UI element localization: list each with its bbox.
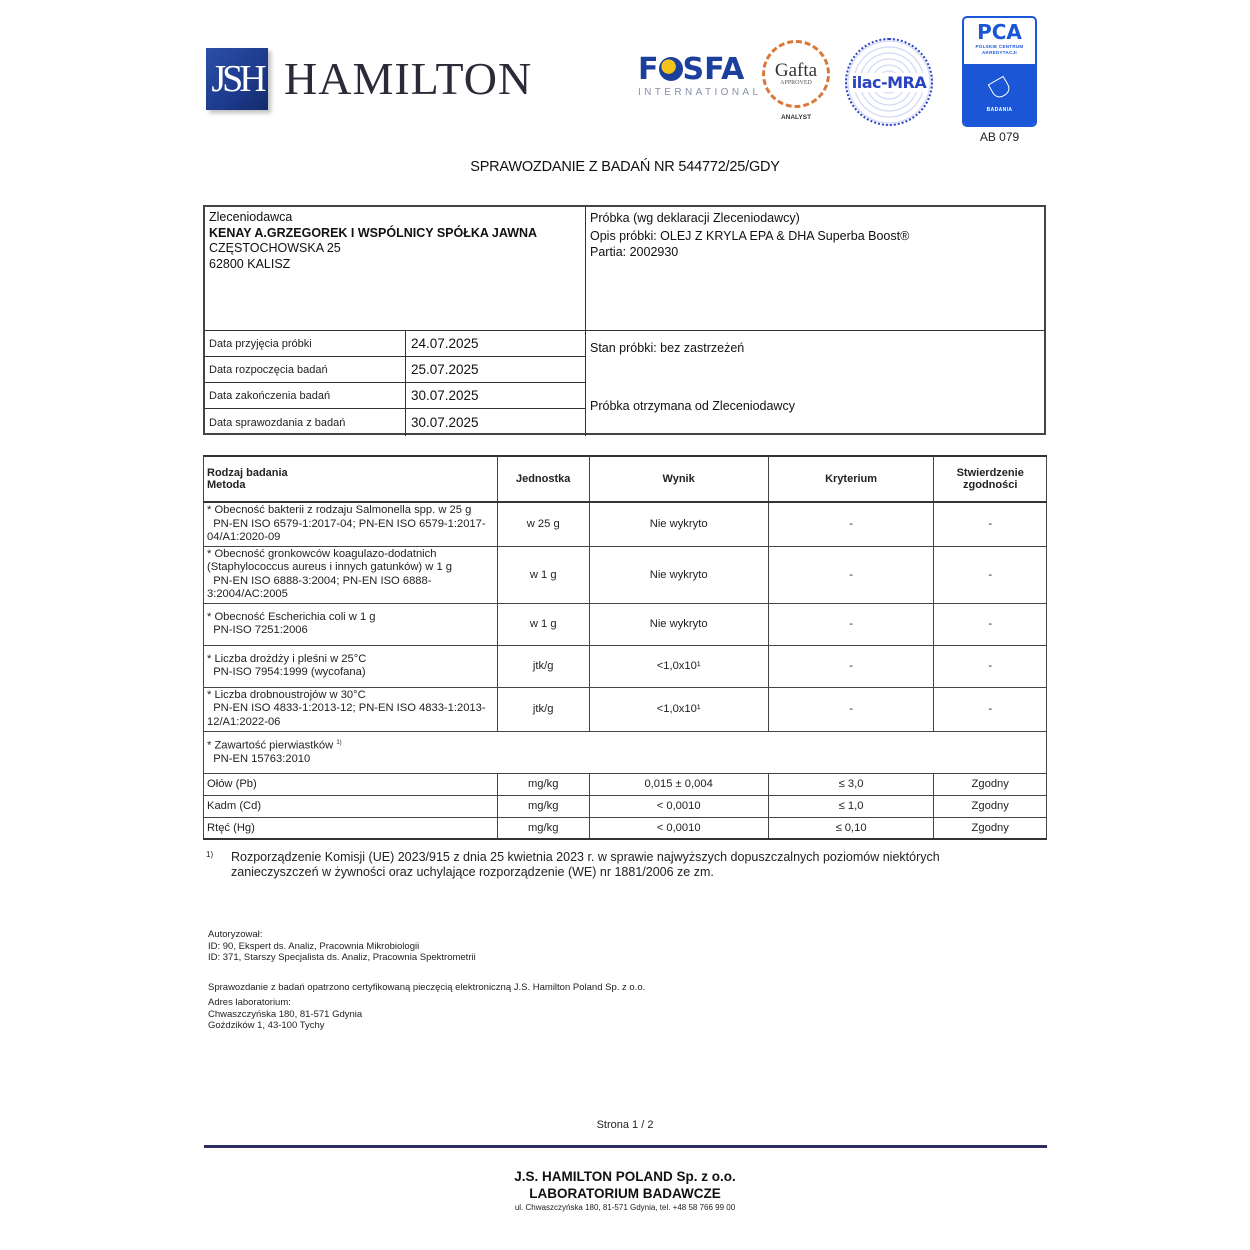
gafta-logo	[762, 40, 830, 108]
header-method: Metoda	[207, 479, 246, 491]
dates-block	[205, 331, 586, 436]
criterion-cell: -	[768, 546, 934, 603]
header-unit: Jednostka	[497, 456, 589, 502]
element-name: Kadm (Cd)	[204, 795, 498, 817]
criterion-cell: -	[768, 502, 934, 546]
footnote-text: Rozporządzenie Komisji (UE) 2023/915 z dnia 25 kwietnia 2023 r. w sprawie najwyższych dopuszczalnych poziomów niektórych zanieczyszczeń w żywności oraz uchylające rozporządzenie (WE) nr 1881/2006 ze zm.	[231, 850, 940, 879]
date-value: 30.07.2025	[411, 388, 479, 403]
test-cell	[204, 546, 498, 603]
elements-group-method: PN-EN 15763:2010	[207, 753, 311, 766]
header-result: Wynik	[589, 456, 768, 502]
elements-group-name: * Zawartość pierwiastków	[207, 739, 334, 752]
element-name: Rtęć (Hg)	[204, 817, 498, 839]
fosfa-logo	[638, 52, 762, 98]
conformity-cell: -	[934, 645, 1047, 687]
criterion-cell: ≤ 3,0	[768, 773, 934, 795]
pca-logo-title: PCA	[977, 20, 1022, 44]
unit-cell: mg/kg	[497, 795, 589, 817]
globe-icon	[659, 57, 683, 81]
hamilton-logo-monogram: JSH	[206, 48, 268, 110]
header-conformity	[934, 456, 1047, 502]
element-name: Ołów (Pb)	[204, 773, 498, 795]
date-row	[205, 357, 586, 383]
page-number: Strona 1 / 2	[596, 1119, 654, 1131]
date-row	[205, 383, 586, 409]
criterion-cell: ≤ 0,10	[768, 817, 934, 839]
conformity-cell: -	[934, 687, 1047, 731]
conformity-cell: Zgodny	[934, 795, 1047, 817]
test-method: PN-ISO 7251:2006	[207, 624, 308, 636]
result-cell: Nie wykryto	[589, 603, 768, 645]
header-conformity-2: zgodności	[963, 479, 1018, 491]
table-row	[204, 773, 1047, 795]
gafta-logo-subtitle: APPROVED	[780, 80, 812, 86]
conformity-cell: Zgodny	[934, 773, 1047, 795]
test-name: * Obecność bakterii z rodzaju Salmonella spp. w 25 g	[207, 504, 472, 516]
pca-logo-sub-1: POLSKIE CENTRUM	[975, 44, 1024, 49]
date-label: Data rozpoczęcia badań	[205, 357, 406, 382]
elements-group-row	[204, 731, 1047, 773]
flask-icon	[987, 75, 1012, 100]
lab-address-label: Adres laboratorium:	[208, 997, 291, 1008]
header-test: Rodzaj badania	[207, 467, 288, 479]
authorizer-line: ID: 371, Starszy Specjalista ds. Analiz, Pracownia Spektrometrii	[208, 952, 476, 963]
gafta-logo-title: Gafta	[774, 60, 818, 81]
gafta-analyst-label: ANALYST	[780, 114, 812, 121]
result-cell: 0,015 ± 0,004	[589, 773, 768, 795]
electronic-seal-note: Sprawozdanie z badań opatrzono certyfikowaną pieczęcią elektroniczną J.S. Hamilton Poland Sp. z o.o.	[208, 982, 646, 993]
unit-cell: jtk/g	[497, 645, 589, 687]
unit-cell: jtk/g	[497, 687, 589, 731]
table-row	[204, 502, 1047, 546]
footnote-ref: 1)	[336, 740, 342, 747]
fosfa-logo-sfa: SFA	[682, 52, 745, 87]
header-criterion: Kryterium	[768, 456, 934, 502]
test-method: PN-EN ISO 6579-1:2017-04; PN-EN ISO 6579-1:2017-04/A1:2020-09	[207, 517, 486, 543]
footer-department: LABORATORIUM BADAWCZE	[529, 1186, 721, 1201]
conformity-cell: -	[934, 502, 1047, 546]
test-cell	[204, 687, 498, 731]
sample-batch: Partia: 2002930	[590, 245, 679, 259]
header-test-method	[204, 456, 498, 502]
test-method: PN-EN ISO 6888-3:2004; PN-EN ISO 6888-3:2004/AC:2005	[207, 574, 432, 600]
test-name: * Liczba drożdży i pleśni w 25°C	[207, 652, 367, 665]
unit-cell: w 1 g	[497, 603, 589, 645]
table-row	[204, 795, 1047, 817]
elements-group-cell	[204, 731, 1047, 773]
result-cell: < 0,0010	[589, 795, 768, 817]
table-row	[204, 687, 1047, 731]
client-street: CZĘSTOCHOWSKA 25	[209, 241, 341, 255]
authorization-label: Autoryzował:	[208, 929, 263, 940]
criterion-cell: -	[768, 687, 934, 731]
criterion-cell: ≤ 1,0	[768, 795, 934, 817]
lab-address-block	[208, 997, 362, 1032]
test-cell	[204, 502, 498, 546]
result-cell: Nie wykryto	[589, 502, 768, 546]
authorizer-line: ID: 90, Ekspert ds. Analiz, Pracownia Mikrobiologii	[208, 940, 420, 952]
result-cell: Nie wykryto	[589, 546, 768, 603]
conformity-cell: -	[934, 546, 1047, 603]
sample-cell	[586, 207, 1046, 331]
client-city: 62800 KALISZ	[209, 256, 291, 271]
test-method: PN-ISO 7954:1999 (wycofana)	[207, 666, 366, 678]
sample-description: Opis próbki: OLEJ Z KRYLA EPA & DHA Superba Boost®	[590, 229, 910, 243]
date-value: 24.07.2025	[411, 336, 479, 351]
date-label: Data przyjęcia próbki	[205, 331, 406, 356]
sample-info-table	[203, 205, 1046, 435]
table-row	[204, 817, 1047, 839]
pca-logo-badge: BADANIA	[986, 106, 1013, 113]
accreditation-code: AB 079	[979, 130, 1020, 144]
sample-status-cell	[586, 331, 1046, 433]
footer-divider	[204, 1145, 1047, 1148]
table-row	[204, 603, 1047, 645]
fosfa-logo-f: F	[638, 52, 659, 87]
unit-cell: w 1 g	[497, 546, 589, 603]
unit-cell: mg/kg	[497, 773, 589, 795]
header-conformity-1: Stwierdzenie	[956, 467, 1024, 479]
test-cell	[204, 603, 498, 645]
results-header-row	[204, 456, 1047, 502]
footer-address: ul. Chwaszczyńska 180, 81-571 Gdynia, tel. +48 58 766 99 00	[514, 1203, 736, 1212]
client-cell	[205, 207, 586, 331]
footer-company-name: J.S. HAMILTON POLAND Sp. z o.o.	[514, 1169, 736, 1184]
test-name: * Obecność Escherichia coli w 1 g	[207, 610, 376, 623]
footer-company	[0, 1168, 1250, 1202]
report-title: SPRAWOZDANIE Z BADAŃ NR 544772/25/GDY	[470, 159, 780, 175]
date-row	[205, 331, 586, 357]
date-row	[205, 409, 586, 436]
fosfa-logo-subtitle: INTERNATIONAL	[638, 87, 762, 98]
footnote-mark: 1)	[206, 850, 214, 859]
table-row	[204, 546, 1047, 603]
date-label: Data sprawozdania z badań	[205, 409, 406, 436]
criterion-cell: -	[768, 603, 934, 645]
result-cell: < 0,0010	[589, 817, 768, 839]
elements-group-test	[207, 737, 1043, 753]
results-table	[203, 455, 1047, 840]
unit-cell: mg/kg	[497, 817, 589, 839]
sample-label: Próbka (wg deklaracji Zleceniodawcy)	[590, 211, 800, 225]
conformity-cell: Zgodny	[934, 817, 1047, 839]
test-method: PN-EN ISO 4833-1:2013-12; PN-EN ISO 4833-1:2013-12/A1:2022-06	[207, 702, 486, 728]
sample-condition: Stan próbki: bez zastrzeżeń	[590, 341, 745, 355]
date-label: Data zakończenia badań	[205, 383, 406, 408]
lab-address-line: Goździków 1, 43-100 Tychy	[208, 1020, 325, 1031]
authorization-block	[208, 929, 476, 964]
pca-accreditation-logo	[962, 16, 1037, 127]
test-name: * Liczba drobnoustrojów w 30°C	[207, 688, 366, 701]
result-cell: <1,0x10¹	[589, 645, 768, 687]
ilac-mra-logo-text: ilac-MRA	[851, 72, 927, 92]
conformity-cell: -	[934, 603, 1047, 645]
sample-origin: Próbka otrzymana od Zleceniodawcy	[590, 399, 795, 413]
date-value: 25.07.2025	[411, 362, 479, 377]
criterion-cell: -	[768, 645, 934, 687]
test-name: * Obecność gronkowców koagulazo-dodatnich (Staphylococcus aureus i innych gatunków) w 1 g	[207, 547, 453, 573]
client-name: KENAY A.GRZEGOREK I WSPÓLNICY SPÓŁKA JAWNA	[209, 225, 538, 240]
date-value: 30.07.2025	[411, 415, 479, 430]
unit-cell: w 25 g	[497, 502, 589, 546]
table-row	[204, 645, 1047, 687]
result-cell: <1,0x10¹	[589, 687, 768, 731]
test-cell	[204, 645, 498, 687]
client-label: Zleceniodawca	[209, 210, 293, 224]
hamilton-logo-wordmark: HAMILTON	[284, 53, 533, 104]
lab-address-line: Chwaszczyńska 180, 81-571 Gdynia	[208, 1008, 363, 1020]
ilac-mra-logo	[845, 38, 933, 126]
pca-logo-sub-2: AKREDYTACJI	[982, 50, 1017, 55]
